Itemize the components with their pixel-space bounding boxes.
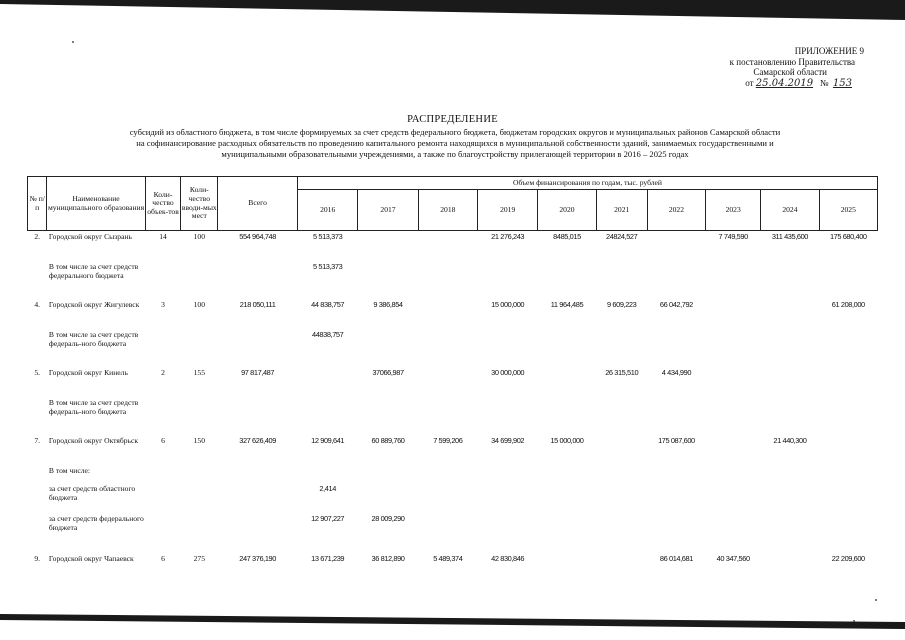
row-year-value: 5 513,373 (313, 261, 343, 271)
row-year-value (761, 367, 819, 397)
row-year-value (297, 465, 357, 483)
header-year: 2020 (538, 190, 596, 231)
row-objects (145, 397, 181, 435)
table-row (28, 397, 878, 435)
row-objects: 2 (161, 367, 165, 377)
row-year-value (819, 513, 877, 553)
scan-speck (72, 41, 74, 43)
row-places: 155 (193, 367, 205, 377)
row-year-value: 24824,527 (606, 232, 638, 241)
row-year-value: 5 489,374 (433, 553, 463, 563)
row-name: Городской округ Чапаевск (48, 553, 134, 563)
row-year-value: 12 907,227 (311, 513, 345, 523)
row-name: Городской округ Кинель (48, 367, 128, 377)
row-year-value (706, 483, 761, 513)
row-year-value (418, 513, 477, 553)
row-objects (145, 329, 181, 367)
row-year-value: 7 599,206 (433, 435, 463, 445)
row-year-value (647, 261, 705, 299)
row-places (181, 261, 218, 299)
row-year-value: 30 000,000 (491, 367, 525, 377)
row-total: 327 626,409 (239, 435, 276, 445)
row-year-value (596, 553, 647, 579)
row-year-value (538, 329, 596, 367)
row-year-value (418, 367, 477, 397)
row-places (181, 483, 218, 513)
handwritten-date: 25.04.2019 (755, 77, 814, 89)
scan-speck (853, 620, 855, 622)
table-row (28, 465, 878, 483)
appendix-date-line (690, 78, 890, 90)
header-year: 2021 (596, 190, 647, 231)
row-number: 2. (34, 232, 41, 241)
row-objects (145, 513, 181, 553)
row-year-value (706, 513, 761, 553)
distribution-table (27, 176, 878, 579)
appendix-decree: к постановлению Правительства (729, 56, 855, 67)
header-funding-group: Объем финансирования по годам, тыс. рублей (297, 177, 877, 190)
table-row (28, 483, 878, 513)
row-year-value (647, 397, 705, 435)
row-year-value (596, 329, 647, 367)
row-objects (145, 465, 181, 483)
row-year-value: 15 000,000 (491, 299, 525, 309)
scan-speck (875, 599, 877, 601)
row-places: 100 (193, 299, 205, 309)
row-year-value (819, 435, 877, 465)
row-year-value (477, 397, 537, 435)
row-places: 100 (193, 232, 205, 241)
date-prefix: от (745, 77, 754, 88)
row-year-value: 175 087,600 (658, 435, 695, 445)
row-number: 4. (34, 299, 41, 309)
row-year-value (418, 465, 477, 483)
row-total: 218 050,111 (239, 299, 276, 309)
scan-edge-top (0, 0, 905, 22)
scan-edge-bottom (0, 598, 905, 640)
subtitle-line: на софинансирование расходных обязательств по проведению капитального ремонта находящихся в муниципальной собственности зданий, занимаемых государственными и (136, 137, 774, 148)
row-name: В том числе за счет средств федераль-ного бюджета (48, 329, 139, 348)
row-total (218, 329, 298, 367)
document-subtitle (40, 127, 870, 159)
header-places: Коли-чество вводи-мых мест (181, 177, 218, 231)
row-year-value: 42 830,846 (491, 553, 525, 563)
row-year-value: 7 749,590 (718, 232, 748, 241)
row-year-value: 22 209,600 (831, 553, 865, 563)
header-year: 2016 (297, 190, 357, 231)
row-year-value (538, 483, 596, 513)
row-year-value (761, 483, 819, 513)
row-year-value (706, 299, 761, 329)
row-name: Городской округ Жигулевск (48, 299, 140, 309)
row-year-value (418, 231, 477, 261)
row-number (28, 513, 47, 553)
row-year-value (358, 397, 418, 435)
row-year-value (706, 367, 761, 397)
row-places (181, 513, 218, 553)
row-year-value (418, 329, 477, 367)
row-places (181, 465, 218, 483)
row-year-value: 11 964,485 (550, 299, 584, 309)
row-year-value (358, 231, 418, 261)
table-row (28, 435, 878, 465)
row-total: 97 817,487 (241, 367, 275, 377)
row-year-value (761, 261, 819, 299)
row-objects: 3 (161, 299, 165, 309)
row-year-value (596, 513, 647, 553)
header-year: 2017 (358, 190, 418, 231)
row-year-value: 86 014,681 (659, 553, 693, 563)
row-total (218, 261, 298, 299)
row-number (28, 483, 47, 513)
row-year-value (647, 513, 705, 553)
row-year-value: 4 434,990 (661, 367, 692, 377)
table-row (28, 553, 878, 579)
row-year-value (538, 261, 596, 299)
row-year-value: 2,414 (319, 483, 336, 493)
row-year-value (706, 261, 761, 299)
row-number: 5. (34, 367, 41, 377)
row-year-value (477, 329, 537, 367)
row-name: В том числе за счет средств федерального бюджета (48, 261, 139, 280)
header-year: 2025 (819, 190, 877, 231)
header-year: 2019 (477, 190, 537, 231)
row-year-value (538, 367, 596, 397)
row-year-value (596, 261, 647, 299)
row-year-value: 8485,015 (553, 232, 581, 241)
row-year-value (538, 465, 596, 483)
row-total (218, 483, 298, 513)
subtitle-line: субсидий из областного бюджета, в том числе формируемых за счет средств федерального бюджета, бюджетам городских округов и муниципальных районов Самарской области (129, 127, 781, 137)
row-number (28, 397, 47, 435)
row-year-value: 5 513,373 (313, 232, 343, 241)
header-no: № п/п (28, 177, 47, 231)
header-year: 2024 (761, 190, 819, 231)
row-places: 150 (193, 435, 205, 445)
table-row (28, 231, 878, 261)
row-year-value: 36 812,890 (371, 553, 405, 563)
document-title: РАСПРЕДЕЛЕНИЕ (407, 114, 498, 125)
row-year-value (761, 329, 819, 367)
row-places (181, 329, 218, 367)
row-year-value: 15 000,000 (550, 435, 584, 445)
row-year-value (418, 483, 477, 513)
row-year-value (819, 397, 877, 435)
header-objects: Коли-чество объек-тов (145, 177, 181, 231)
row-year-value: 26 315,510 (605, 367, 639, 377)
table-row (28, 367, 878, 397)
row-year-value (418, 299, 477, 329)
row-year-value (647, 465, 705, 483)
row-year-value (647, 231, 705, 261)
row-year-value: 21 276,243 (491, 232, 525, 241)
row-name: В том числе за счет средств федераль-ного бюджета (48, 397, 139, 416)
row-year-value (706, 465, 761, 483)
table-row (28, 261, 878, 299)
row-year-value (358, 465, 418, 483)
appendix-region: Самарской области (753, 67, 827, 77)
row-total (218, 397, 298, 435)
row-year-value (761, 513, 819, 553)
row-name: В том числе: (48, 465, 90, 475)
subtitle-line: муниципальными образовательными учреждениями, а также по благоустройству прилегающей территории в 2016 – 2025 годах (221, 148, 689, 159)
row-objects: 6 (161, 435, 165, 445)
row-year-value (761, 553, 819, 579)
row-objects: 6 (161, 553, 165, 563)
appendix-number: ПРИЛОЖЕНИЕ 9 (794, 46, 864, 56)
header-year: 2023 (706, 190, 761, 231)
row-year-value (819, 465, 877, 483)
row-year-value: 9 386,854 (373, 299, 403, 309)
row-year-value: 44 838,757 (311, 299, 345, 309)
row-year-value (297, 367, 357, 397)
row-name: Городской округ Сызрань (48, 232, 132, 241)
row-year-value (819, 367, 877, 397)
row-year-value (358, 261, 418, 299)
row-year-value (596, 397, 647, 435)
row-year-value (647, 329, 705, 367)
row-number (28, 329, 47, 367)
row-name: Городской округ Октябрьск (48, 435, 139, 445)
row-year-value (761, 299, 819, 329)
row-year-value (538, 397, 596, 435)
row-name: за счет средств областного бюджета (48, 483, 136, 502)
row-year-value (596, 435, 647, 465)
row-year-value (358, 483, 418, 513)
row-year-value (418, 397, 477, 435)
row-year-value: 61 208,000 (831, 299, 865, 309)
row-year-value: 311 435,600 (771, 232, 808, 241)
row-year-value (596, 483, 647, 513)
header-name: Наименование муниципального образования (47, 177, 145, 231)
row-year-value (706, 435, 761, 465)
row-year-value (819, 483, 877, 513)
header-total: Всего (218, 177, 298, 231)
row-year-value (477, 465, 537, 483)
row-year-value: 66 042,792 (659, 299, 693, 309)
header-year: 2022 (647, 190, 705, 231)
row-year-value (477, 483, 537, 513)
row-year-value: 34 699,902 (491, 435, 525, 445)
row-objects (145, 261, 181, 299)
row-year-value (706, 397, 761, 435)
number-prefix: № (819, 77, 829, 88)
row-year-value (538, 553, 596, 579)
row-total: 247 376,190 (239, 553, 276, 563)
row-total: 554 964,748 (239, 232, 276, 241)
row-year-value: 44838,757 (311, 329, 344, 339)
row-year-value (819, 261, 877, 299)
row-objects (145, 483, 181, 513)
row-year-value (761, 397, 819, 435)
table-row (28, 299, 878, 329)
row-year-value: 9 609,223 (607, 299, 637, 309)
row-year-value: 37066,987 (372, 367, 404, 377)
appendix-block (690, 46, 890, 89)
row-places (181, 397, 218, 435)
row-year-value: 21 440,300 (773, 435, 807, 445)
row-year-value (358, 329, 418, 367)
header-year: 2018 (418, 190, 477, 231)
row-name: за счет средств федерального бюджета (48, 513, 144, 532)
row-number (28, 261, 47, 299)
row-year-value (647, 483, 705, 513)
row-year-value: 28 009,290 (371, 513, 405, 523)
row-year-value (761, 465, 819, 483)
row-year-value (538, 513, 596, 553)
handwritten-number: 153 (832, 77, 852, 89)
row-number (28, 465, 47, 483)
row-year-value (706, 329, 761, 367)
row-year-value: 175 680,400 (829, 232, 867, 241)
row-number: 9. (34, 553, 41, 563)
row-total (218, 465, 298, 483)
row-year-value: 12 909,641 (311, 435, 345, 445)
row-objects: 14 (159, 232, 167, 241)
row-year-value: 40 347,560 (716, 553, 750, 563)
row-number: 7. (34, 435, 41, 445)
row-year-value (418, 261, 477, 299)
row-year-value: 60 889,760 (371, 435, 405, 445)
row-year-value: 13 671,239 (311, 553, 345, 563)
row-year-value (477, 513, 537, 553)
row-year-value (819, 329, 877, 367)
row-year-value (477, 261, 537, 299)
table-row (28, 329, 878, 367)
row-places: 275 (193, 553, 205, 563)
row-total (218, 513, 298, 553)
table-row (28, 513, 878, 553)
row-year-value (596, 465, 647, 483)
row-year-value (297, 397, 357, 435)
